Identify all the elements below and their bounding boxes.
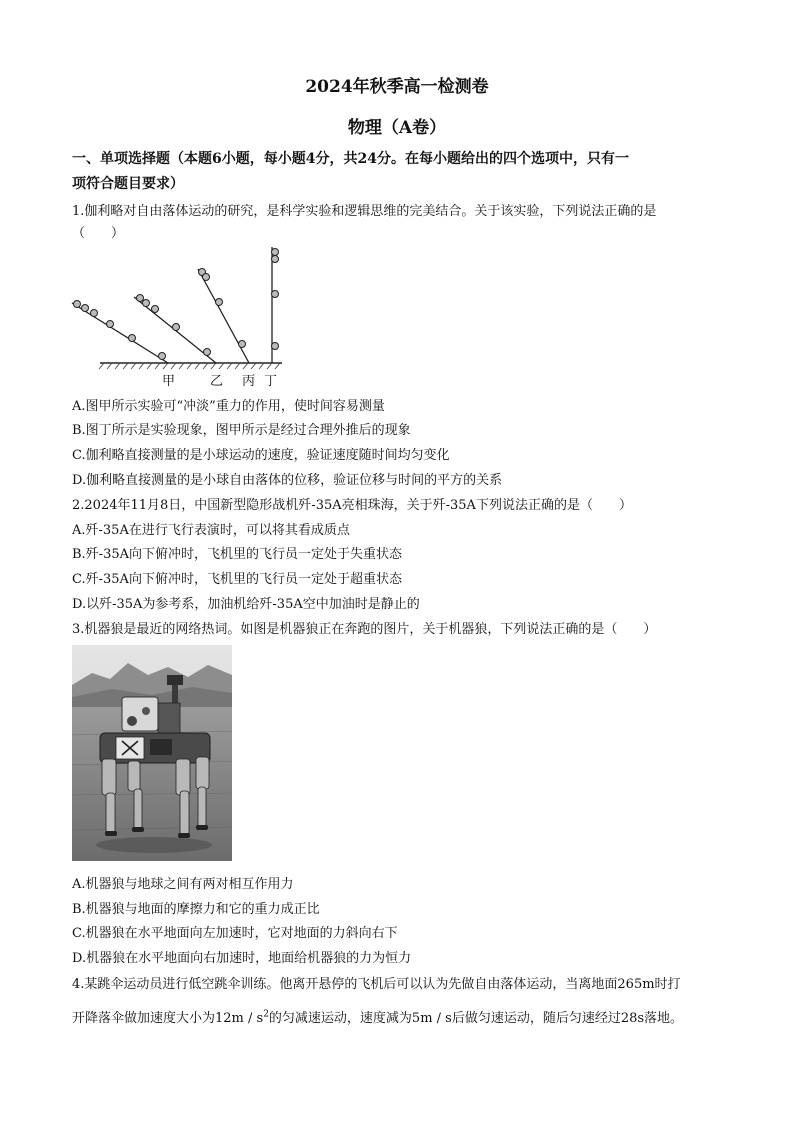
q4-line2-part-b: 的匀减速运动，速度减为5m / s后做匀速运动，随后匀速经过28s落地。: [268, 1011, 684, 1026]
q3-option-d: D.机器狼在水平地面向右加速时，地面给机器狼的力为恒力: [72, 951, 412, 966]
section-heading-line2: 项符合题目要求）: [72, 176, 184, 192]
figure-label-jia: 甲: [162, 374, 176, 389]
q3-option-b: B.机器狼与地面的摩擦力和它的重力成正比: [72, 902, 320, 917]
q4-unit-exponent: 2: [263, 1009, 269, 1020]
q2-option-d: D.以歼-35A为参考系，加油机给歼-35A空中加油时是静止的: [72, 597, 420, 612]
q1-option-b: B.图丁所示是实验现象，图甲所示是经过合理外推后的现象: [72, 423, 411, 438]
figure-label-bing: 丙: [242, 374, 256, 389]
q3-robot-wolf-photo: [72, 645, 232, 861]
q2-stem: 2.2024年11月8日，中国新型隐形战机歼-35A亮相珠海，关于歼-35A下列说法正确的是（ ）: [72, 498, 632, 513]
q2-option-a: A.歼-35A在进行飞行表演时，可以将其看成质点: [72, 523, 350, 538]
section-heading-line1: 一、单项选择题（本题6小题，每小题4分，共24分。在每小题给出的四个选项中，只有一: [72, 151, 629, 167]
q3-option-c: C.机器狼在水平地面向左加速时，它对地面的力斜向右下: [72, 926, 398, 941]
q4-line1: 4.某跳伞运动员进行低空跳伞训练。他离开悬停的飞机后可以认为先做自由落体运动，当离地面265m时打: [72, 977, 681, 992]
q2-option-b: B.歼-35A向下俯冲时，飞机里的飞行员一定处于失重状态: [72, 547, 403, 562]
subject-title: 物理（A卷）: [347, 118, 447, 138]
figure-label-ding: 丁: [264, 374, 278, 389]
q2-option-c: C.歼-35A向下俯冲时，飞机里的飞行员一定处于超重状态: [72, 572, 402, 587]
q1-stem: 1.伽利略对自由落体运动的研究，是科学实验和逻辑思维的完美结合。关于该实验，下列说法正确的是: [72, 204, 657, 219]
figure-label-yi: 乙: [210, 374, 224, 389]
q1-option-c: C.伽利略直接测量的是小球运动的速度，验证速度随时间均匀变化: [72, 448, 450, 463]
q3-option-a: A.机器狼与地球之间有两对相互作用力: [72, 877, 294, 892]
q3-stem: 3.机器狼是最近的网络热词。如图是机器狼正在奔跑的图片，关于机器狼，下列说法正确的是（ ）: [72, 622, 657, 637]
q4-line2-part-a: 开降落伞做加速度大小为12m / s: [72, 1011, 264, 1026]
q1-bracket: （ ）: [72, 226, 125, 241]
q1-option-a: A.图甲所示实验可“冲淡”重力的作用，使时间容易测量: [72, 399, 385, 414]
q1-option-d: D.伽利略直接测量的是小球自由落体的位移，验证位移与时间的平方的关系: [72, 473, 503, 488]
exam-title: 2024年秋季高一检测卷: [305, 77, 489, 97]
q4-line2: [72, 1007, 683, 1026]
q1-figure-inclines: [68, 243, 288, 391]
